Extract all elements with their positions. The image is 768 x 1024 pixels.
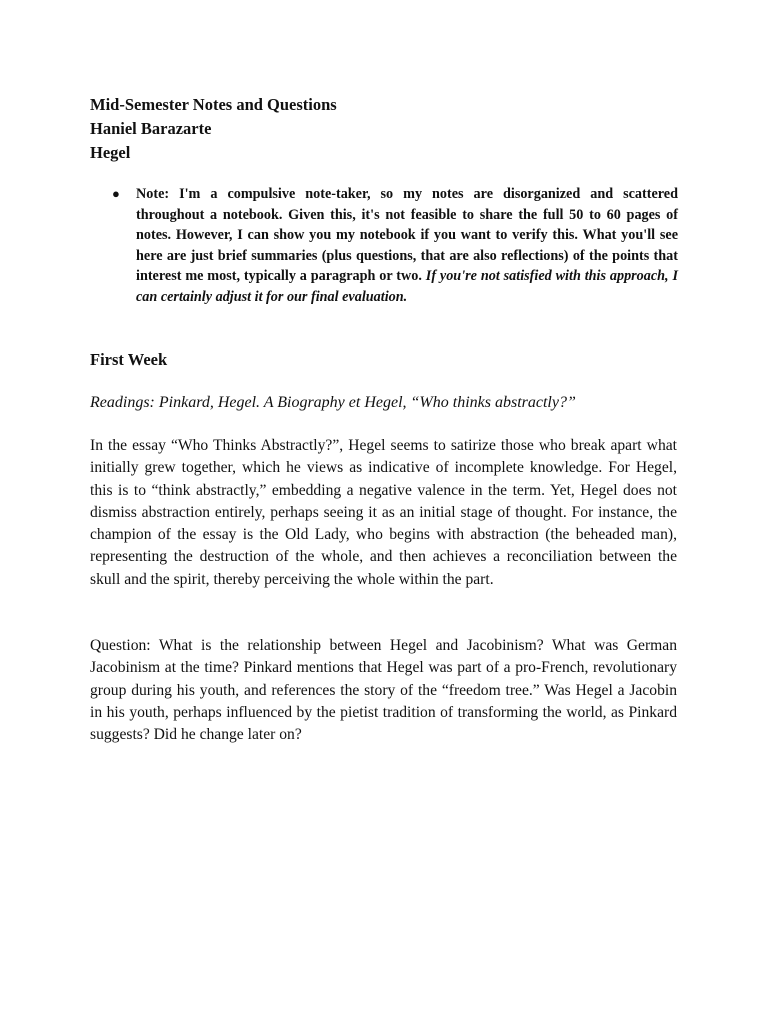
paragraph-question-jacobinism: Question: What is the relationship between Hegel and Jacobinism? What was German Jacobinism at the time? Pinkard mentions that Hegel was part of a pro-French, revolutionary group during his youth, and references the story of the “freedom tree.” Was Hegel a Jacobin in his youth, perhaps influenced by the pietist tradition of transforming the world, as Pinkard suggests? Did he change later on? (90, 637, 677, 744)
section-title-first-week: First Week (90, 350, 168, 369)
note-emphasis: If you're not satisfied with this approach, I can certainly adjust it for our final evaluation. (136, 268, 679, 305)
note-text-block (136, 184, 678, 308)
bullet-icon: ● (112, 186, 120, 201)
readings-line: Readings: Pinkard, Hegel. A Biography et Hegel, “Who thinks abstractly?” (90, 394, 576, 411)
document-header (90, 93, 680, 165)
document-title: Mid-Semester Notes and Questions (90, 95, 337, 114)
paragraph-abstract-thinking: In the essay “Who Thinks Abstractly?”, Hegel seems to satirize those who break apart what initially grew together, which he views as indicative of incomplete knowledge. For Hegel, this is to “think abstractly,” embedding a negative valence in the term. Yet, Hegel does not dismiss abstraction entirely, perhaps seeing it as an initial stage of thought. For instance, the champion of the essay is the Old Lady, who begins with abstraction (the beheaded man), representing the destruction of the whole, and then achieves a reconciliation between the skull and the spirit, thereby perceiving the whole within the part. (90, 437, 677, 588)
subject-name: Hegel (90, 143, 131, 162)
note-text: Note: I'm a compulsive note-taker, so my notes are disorganized and scattered throughout a notebook. Given this, it's not feasible to share the full 50 to 60 pages of notes. However, I can show you my notebook if you want to verify this. What you'll see here are just brief summaries (plus questions, that are also reflections) of the points that interest me most, typically a paragraph or two. (136, 186, 678, 285)
note-bullet-item (112, 184, 678, 308)
author-name: Haniel Barazarte (90, 119, 212, 138)
